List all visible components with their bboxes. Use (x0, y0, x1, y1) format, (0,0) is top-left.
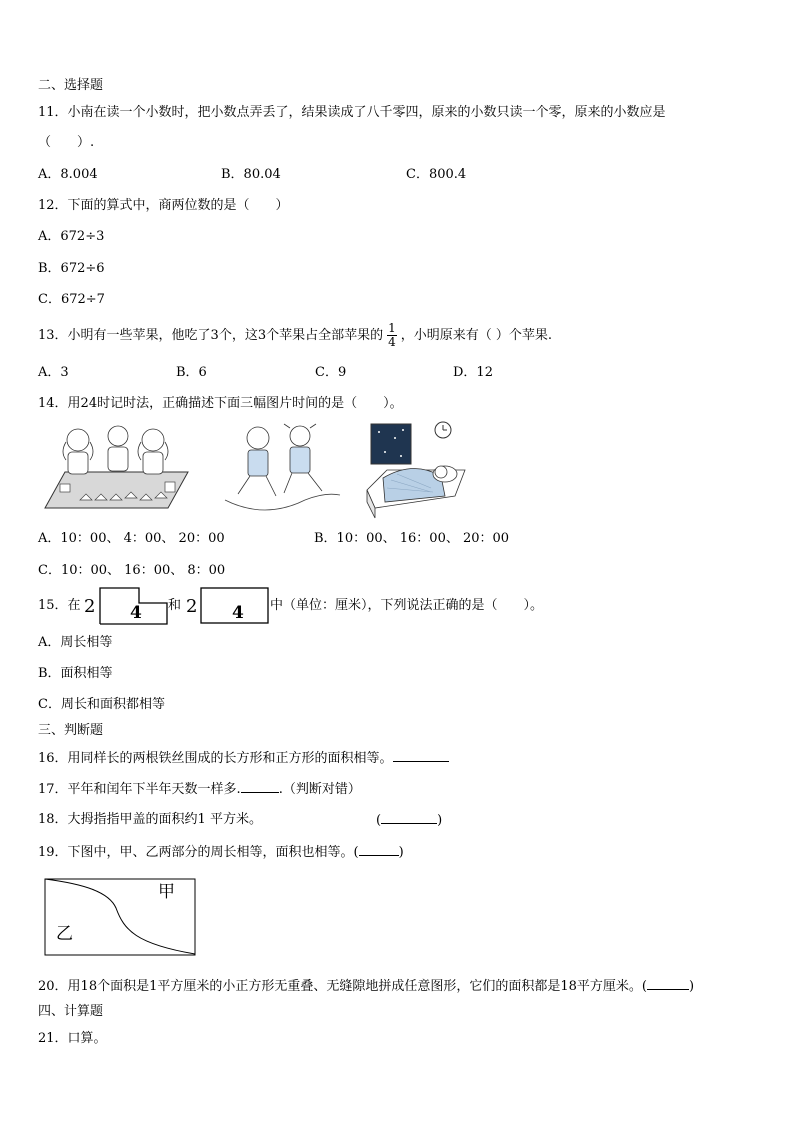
q11-paren: （ ）. (38, 135, 95, 150)
q17-answer-blank[interactable] (241, 780, 279, 793)
q11-option-a: A．8.004 (38, 167, 98, 182)
q13-frac-num: 1 (388, 321, 396, 335)
q19-label-yi: 乙 (56, 924, 73, 944)
q19-answer-blank[interactable] (359, 843, 399, 856)
q15-mid: 和 (168, 598, 182, 613)
q20-stem-text: 20．用18个面积是1平方厘米的小正方形无重叠、无缝隙地拼成任意图形，它们的面积都是18平方厘米。( (38, 979, 647, 994)
q13-stem-post: ，小明原来有（ ）个苹果. (400, 328, 552, 343)
q21-stem: 21．口算。 (38, 1031, 107, 1046)
q18-paren-left: ( (376, 813, 382, 828)
q17-stem-text: 17．平年和闰年下半年天数一样多. (38, 782, 241, 797)
q12-option-b: B．672÷6 (38, 261, 105, 276)
q11-option-c: C．800.4 (406, 167, 467, 182)
kids-origami-illustration (40, 420, 190, 520)
q19-label-jia: 甲 (158, 882, 175, 902)
q17-stem (38, 780, 361, 799)
q15-fig2-side: 2 (186, 596, 198, 617)
q13-option-d: D．12 (453, 365, 493, 380)
q12-option-c: C．672÷7 (38, 292, 105, 307)
q20-stem (38, 977, 694, 996)
q20-paren-right: ) (688, 979, 695, 994)
q11-stem: 11．小南在读一个小数时，把小数点弄丢了，结果读成了八千零四，原来的小数只读一个零，原来的小数应是 (38, 105, 666, 120)
q15-post: 中（单位：厘米），下列说法正确的是（ ）。 (270, 598, 544, 613)
section-choice-heading: 二、选择题 (38, 78, 104, 93)
q12-option-a: A．672÷3 (38, 229, 105, 244)
section-calc-heading: 四、计算题 (38, 1004, 104, 1019)
q13-stem-pre: 13．小明有一些苹果，他吃了3个，这3个苹果占全部苹果的 (38, 328, 384, 343)
q15-option-a: A．周长相等 (38, 635, 113, 650)
q18-stem: 18．大拇指指甲盖的面积约1 平方米。 (38, 812, 262, 827)
q16-stem (38, 749, 449, 768)
q15-option-b: B．面积相等 (38, 666, 113, 681)
q14-option-a: A．10：00、 4：00、 20：00 (38, 531, 225, 546)
q13-fraction (387, 322, 397, 349)
q14-option-c: C．10：00、 16：00、 8：00 (38, 563, 226, 578)
q12-stem: 12．下面的算式中，商两位数的是（ ） (38, 198, 289, 213)
q17-tail: .（判断对错） (278, 782, 361, 797)
q19-stem-text: 19．下图中，甲、乙两部分的周长相等，面积也相等。( (38, 845, 359, 860)
sleeping-child-illustration (365, 418, 467, 522)
q18-answer-blank[interactable] (381, 811, 437, 824)
q11-option-b: B．80.04 (221, 167, 281, 182)
q20-answer-blank[interactable] (647, 977, 689, 990)
q18-answer (376, 811, 442, 830)
q19-stem (38, 843, 404, 862)
q13-stem (38, 320, 552, 352)
q16-stem-text: 16．用同样长的两根铁丝围成的长方形和正方形的面积相等。 (38, 751, 393, 766)
q18-paren-right: ) (437, 813, 443, 828)
q13-option-c: C．9 (315, 365, 347, 380)
q15-fig1-side: 2 (84, 596, 96, 617)
q14-stem: 14．用24时记时法，正确描述下面三幅图片时间的是（ ）。 (38, 396, 403, 411)
q15-pre: 15．在 (38, 598, 81, 613)
q13-frac-den: 4 (388, 335, 396, 349)
kids-running-illustration (220, 420, 345, 520)
q14-option-b: B．10：00、 16：00、 20：00 (314, 531, 510, 546)
q19-paren-right: ) (398, 845, 404, 860)
q16-answer-blank[interactable] (393, 749, 449, 762)
q13-option-b: B．6 (176, 365, 207, 380)
q15-option-c: C．周长和面积都相等 (38, 697, 165, 712)
section-judge-heading: 三、判断题 (38, 723, 104, 738)
q13-option-a: A．3 (38, 365, 69, 380)
q15-fig2-bottom: 4 (232, 603, 244, 623)
q15-fig1-bottom: 4 (130, 603, 142, 623)
